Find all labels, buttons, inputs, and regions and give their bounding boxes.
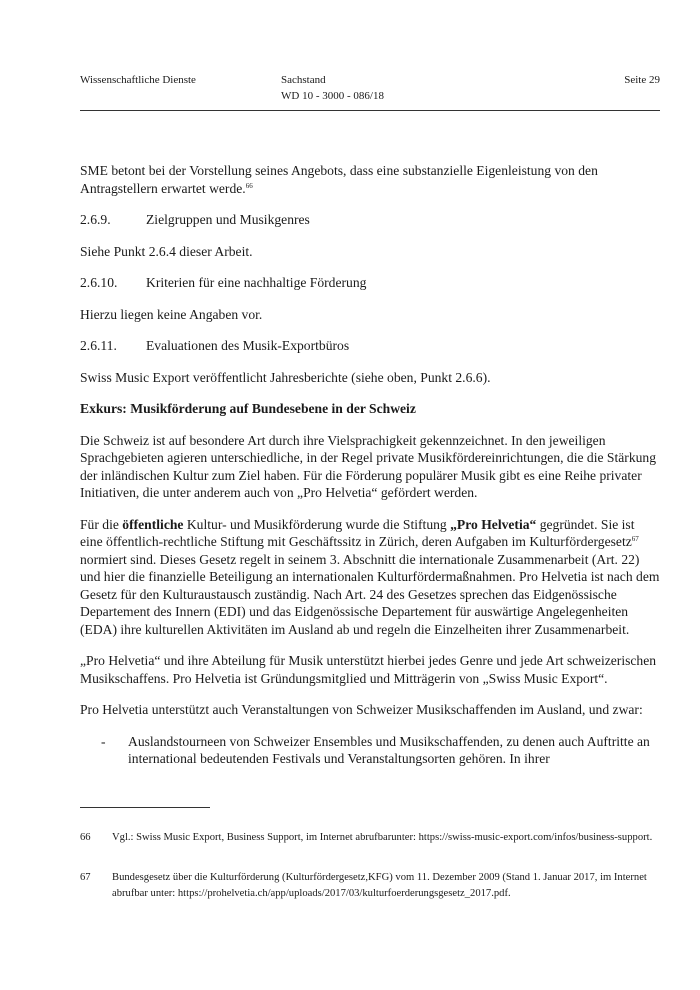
list-bullet: -	[101, 733, 106, 749]
paragraph-sme	[80, 162, 660, 197]
heading-2-6-9	[80, 211, 660, 229]
header-doc-type: Sachstand	[281, 74, 326, 86]
text-run: gegründet. Sie ist eine öffentlich-rechtliche Stiftung mit Geschäftssitz in Zürich, deren Aufgaben im Kulturfördergesetz	[80, 516, 635, 549]
body-text	[80, 162, 660, 768]
heading-2-6-10	[80, 274, 660, 292]
footnote-text: Vgl.: Swiss Music Export, Business Support, im Internet abrufbarunter: https://swiss-music-export.com/infos/business-support.	[112, 832, 653, 843]
footnote-number: 67	[80, 872, 91, 883]
header-divider	[80, 110, 660, 111]
paragraph-veranstaltungen: Pro Helvetia unterstützt auch Veranstaltungen von Schweizer Musikschaffenden im Ausland, und zwar:	[80, 702, 643, 717]
footnote-text: Bundesgesetz über die Kulturförderung (Kulturfördergesetz,KFG) vom 11. Dezember 2009 (Stand 1. Januar 2017, im Internet abrufbar unter: https://prohelvetia.ch/app/uploads/2017/03/kulturfoerderungsgesetz_2017.pdf.	[112, 872, 647, 899]
footnote-66	[80, 830, 660, 846]
header-document-info	[281, 72, 384, 104]
paragraph-abteilung-musik: „Pro Helvetia“ und ihre Abteilung für Musik unterstützt hierbei jedes Genre und jede Art schweizerischen Musikschaffens. Pro Helvetia ist Gründungsmitglied und Mitträgerin von „Swiss Music Export“.	[80, 653, 657, 686]
list-item	[80, 733, 660, 768]
paragraph-2-6-9: Siehe Punkt 2.6.4 dieser Arbeit.	[80, 243, 253, 259]
heading-number: 2.6.10.	[80, 275, 118, 290]
text-run: normiert sind. Dieses Gesetz regelt in seinem 3. Abschnitt die internationale Zusammenarbeit (Art. 22) und hier die finanzielle Beteiligung an internationalen Kulturfördermaßnahmen. Pro Helvetia ist nach dem Gesetz für den Kulturaustausch zuständig. Nach Art. 24 des Gesetzes sprechen das Eidgenössische Departement des Innern (EDI) und das Eidgenössische Departement für auswärtige Angelegenheiten (EDA) ihre kulturellen Aktivitäten im Ausland ab und regeln die Einzelheiten ihrer Zusammenarbeit.	[80, 551, 660, 637]
paragraph-sme-text: SME betont bei der Vorstellung seines Angebots, dass eine substanzielle Eigenleistung von den Antragstellern erwartet werde.	[80, 163, 598, 196]
paragraph-2-6-11: Swiss Music Export veröffentlicht Jahresberichte (siehe oben, Punkt 2.6.6).	[80, 369, 491, 385]
paragraph-oeffentliche-foerderung	[80, 516, 660, 639]
header-organization: Wissenschaftliche Dienste	[80, 74, 196, 86]
footnote-number: 66	[80, 832, 91, 843]
footnote-ref-66[interactable]: 66	[245, 181, 253, 190]
header-page-number: Seite 29	[624, 74, 660, 86]
text-run-bold: öffentliche	[122, 516, 184, 532]
heading-number: 2.6.11.	[80, 338, 117, 353]
exkurs-heading: Exkurs: Musikförderung auf Bundesebene in der Schweiz	[80, 401, 416, 416]
heading-title: Zielgruppen und Musikgenres	[146, 212, 310, 227]
heading-number: 2.6.9.	[80, 212, 111, 227]
footnote-67	[80, 870, 660, 902]
paragraph-schweiz: Die Schweiz ist auf besondere Art durch ihre Vielsprachigkeit gekennzeichnet. In den jeweiligen Sprachgebieten agieren unterschiedliche, in der Regel private Musikfördereinrichtungen, die die Stärkung der inländischen Kultur zum Ziel haben. Für die Förderung populärer Musik gibt es eine Reihe privater Initiativen, die unter anderem auch von „Pro Helvetia“ gefördert werden.	[80, 432, 657, 500]
heading-2-6-11	[80, 337, 660, 355]
text-run: Kultur- und Musikförderung wurde die Stiftung	[183, 516, 451, 532]
text-run-bold: „Pro Helvetia“	[450, 516, 537, 532]
paragraph-2-6-10: Hierzu liegen keine Angaben vor.	[80, 306, 263, 322]
header-doc-number: WD 10 - 3000 - 086/18	[281, 90, 384, 102]
text-run: Für die	[80, 516, 123, 532]
list-item-text: Auslandstourneen von Schweizer Ensembles und Musikschaffenden, zu denen auch Auftritte an international bedeutenden Festivals und Veranstaltungsorten gehören. In ihrer	[128, 733, 650, 766]
footnote-divider	[80, 807, 210, 808]
heading-title: Kriterien für eine nachhaltige Förderung	[146, 275, 367, 290]
heading-title: Evaluationen des Musik-Exportbüros	[146, 338, 350, 353]
footnote-ref-67[interactable]: 67	[631, 535, 639, 543]
